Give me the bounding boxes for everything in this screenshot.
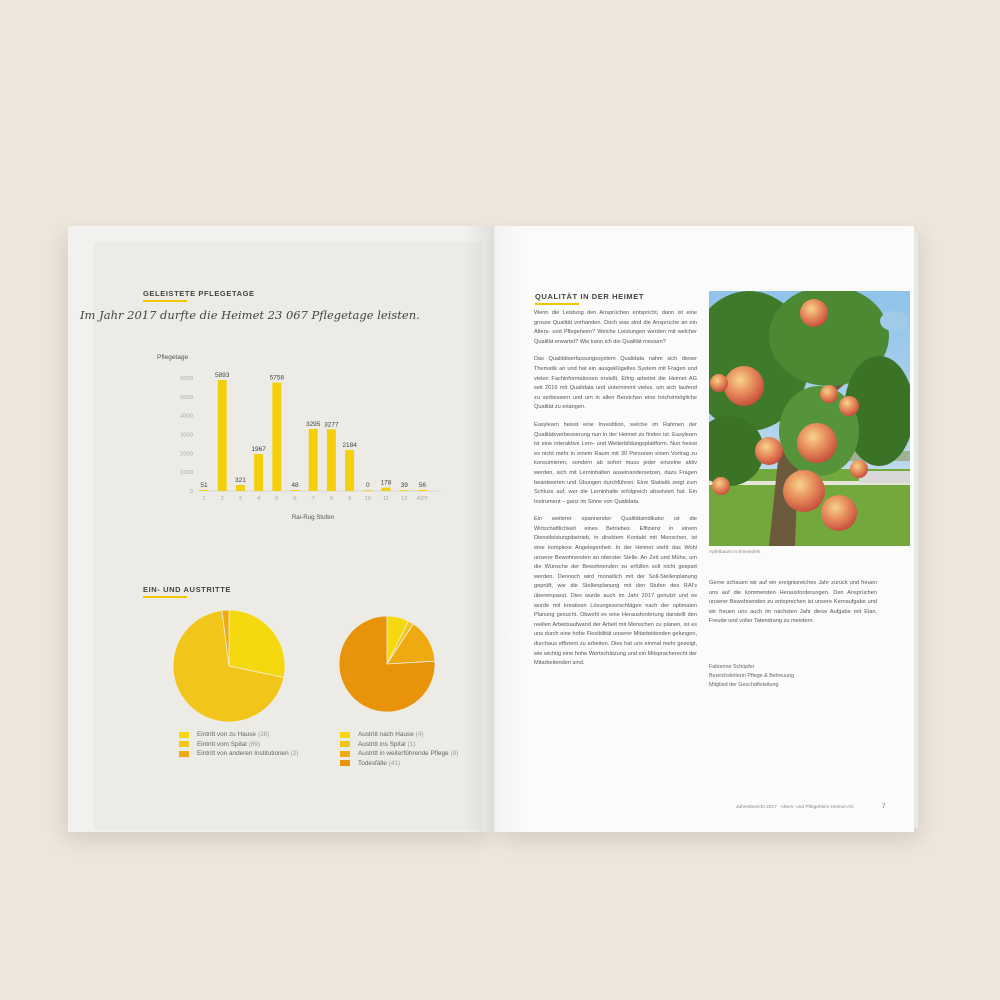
y-tick-label: 1000	[180, 470, 193, 477]
paragraph: Das Qualitätserfassungssystem Qualidata nahm sich dieser Thematik an und hat ein ausgeklügeltes System mit Fragen und vielen Fachinformationen erstellt. Eifrig arbeitet die Heimet AG seit 2016 mit Qualidata und unternimmt vieles, um sich laufend zu verbessern und um in allen Bereichen eine höchstmögliche Qualität zu erlangen.	[534, 356, 697, 411]
bar-value-label: 51	[200, 482, 208, 490]
legend-item	[340, 740, 458, 750]
bar-value-label: 5893	[214, 372, 230, 380]
legend-label: Todesfälle	[358, 759, 387, 767]
bar-value-label: 3295	[305, 420, 321, 428]
legend-item	[179, 749, 298, 759]
x-tick-label: 7	[311, 496, 315, 502]
pie-slice	[229, 610, 285, 677]
legend-item	[179, 740, 298, 750]
legend-swatch	[179, 741, 189, 747]
x-axis-label: Rai-Rug Stufen	[291, 514, 335, 521]
paragraph: Wenn die Leistung den Ansprüchen entspricht, dann ist eine grosse Qualität vorhanden. Doch was sind die Ansprüche an ein Alters- und Pflegeheim? Welche Leistungen werden mit welcher Qualität erwartet? Wie kann ich die Qualität messen?	[534, 310, 697, 345]
bar	[418, 490, 427, 491]
x-tick-label: 10	[364, 496, 372, 502]
x-tick-label: 6	[293, 496, 297, 502]
page-number: 7	[882, 804, 886, 810]
legend-label: Austritt in weiterführende Pflege	[358, 750, 449, 758]
bar-value-label: 5758	[269, 374, 285, 382]
legend-exits	[340, 730, 458, 768]
bar	[309, 429, 318, 491]
bar	[382, 488, 391, 491]
section-heading-care-days: GELEISTETE PFLEGETAGE	[143, 289, 255, 298]
bar-value-label: 321	[234, 476, 246, 484]
bar	[272, 383, 281, 491]
legend-count: (1)	[407, 740, 416, 748]
x-tick-label: 3	[238, 496, 243, 502]
bar	[200, 490, 209, 491]
legend-swatch	[340, 741, 350, 747]
legend-swatch	[179, 732, 189, 738]
bar-value-label: 56	[418, 481, 427, 489]
headline: Im Jahr 2017 durfte die Heimet 23 067 Pflegetage leisten.	[80, 308, 420, 322]
page-edge	[918, 238, 921, 822]
y-tick-label: 3000	[180, 432, 193, 439]
signature-role: Bereichsleiterin Pflege & Betreuung	[709, 673, 795, 679]
legend-count: (8)	[450, 750, 459, 758]
bar	[327, 429, 336, 491]
legend-count: (28)	[257, 731, 270, 739]
y-axis-label: Pflegetage	[157, 354, 189, 361]
bar	[363, 490, 372, 491]
legend-swatch	[340, 751, 350, 757]
legend-swatch	[179, 751, 189, 757]
legend-label: Eintritt von anderen Institutionen	[197, 750, 289, 758]
bar-value-label: 2184	[342, 441, 357, 449]
legend-count: (69)	[248, 740, 261, 748]
bar	[400, 490, 409, 491]
x-tick-label: 4	[256, 496, 261, 502]
x-tick-label: 2	[220, 496, 224, 502]
apple-tree-photo	[709, 291, 910, 546]
section-heading-entries-exits: EIN- UND AUSTRITTE	[143, 585, 232, 594]
bar	[345, 450, 354, 491]
legend-swatch	[340, 732, 350, 738]
legend-count: (4)	[415, 731, 424, 739]
section-heading-quality: QUALITÄT IN DER HEIMET	[535, 292, 645, 301]
bar-value-label: 48	[291, 482, 299, 490]
bar-value-label: 0	[365, 482, 370, 490]
photo-caption: Apfelbaum in Einsiedeln	[709, 550, 761, 555]
legend-count: (41)	[388, 759, 401, 767]
bar-value-label: 39	[400, 482, 408, 490]
bar	[254, 454, 263, 491]
running-footer: Jahresbericht 2017 · Alters- und Pflegeheim Heimet AG	[736, 805, 854, 810]
y-tick-label: 0	[189, 489, 193, 495]
x-tick-label: 1	[202, 496, 206, 502]
legend-label: Eintritt von zu Hause	[197, 731, 256, 739]
legend-item	[179, 730, 298, 740]
y-tick-label: 6000	[180, 376, 193, 382]
legend-swatch	[340, 760, 350, 766]
paragraph: Gerne schauen wir auf ein ereignisreiches Jahr zurück und freuen uns auf die kommenden Herausforderungen. Den Ansprüchen unserer Bewohnenden zu entsprechen ist unsere Kernaufgabe und wir freuen uns auch im nächsten Jahr diese Aufgabe mit Elan, Freude und voller Tatendrang zu meistern.	[709, 580, 877, 625]
x-tick-label: 5	[275, 496, 279, 502]
bar	[218, 380, 227, 491]
y-tick-label: 5000	[180, 394, 193, 401]
legend-label: Eintritt vom Spital	[197, 740, 247, 748]
legend-label: Austritt ins Spital	[358, 740, 406, 748]
text-column-2	[709, 579, 877, 635]
legend-count: (2)	[290, 750, 299, 758]
signature-block	[709, 663, 794, 690]
signature-name: Fabienne Schüpfer	[709, 664, 755, 670]
paragraph: Easylearn heisst eine Investition, welche im Rahmen der Qualitätsverbesserung nun in der Heimet zu finden ist. Easylearn ist eine interaktive Lern- und Weiterbildungsplattform. Nun heisst es nicht mehr in einem Raum mit 30 Personen einen Vortrag zu konsumieren, sondern ab sofort muss jeder einzelne aktiv werden, sich mit Lerninhalten auseinandersetzen, dazu Fragen beantworten und Übungen durchführen. Eine Statistik zeigt zum Schluss auf, wer die Lerninhalte erfolgreich absolviert hat. Ein Instrument – ganz im Sinne von Qualidata.	[534, 421, 697, 505]
pie-chart-exits	[332, 609, 442, 719]
paragraph: Ein weiterer spannender Qualitätsindikator ist die Wirtschaftlichkeit eines Betriebes. Effizienz in einem Dienstleistungsbetrieb, in direktem Kontakt mit Menschen, ist eine komplexe Angelegenheit. In der Heimet steht das Wohl unserer Bewohnenden an oberster Stelle. An Zeit und Mühe, um die Wünsche der Bewohnenden zu erfüllen soll nicht gespart werden. Dennoch wird monatlich mit der Soll-Stellenplanung geprüft, wie die Stellenplanung mit den Stufen des RAI's übereinpasst. Dies wurde auch im Jahr 2017 genutzt und es wurde mit kreativen Lösungsvorschlägen nach der optimalen Planung gesucht. Obwohl es eine Herausforderung darstellt den reellen Arbeitsaufwand der Arbeit mit Menschen zu planen, ist es uns durch eine hohe Flexibilität unserer Mitarbeitenden gelungen, durchaus effizient zu arbeiten. Dies hat uns einmal mehr gezeigt, wie wichtig eine hohe Wertschätzung und ein Mitspracherecht der Mitarbeitenden sind.	[534, 516, 697, 667]
legend-item	[340, 730, 458, 740]
bar-value-label: 3277	[324, 421, 339, 429]
y-tick-label: 4000	[180, 413, 193, 420]
legend-item	[340, 759, 458, 769]
x-tick-label: ADT	[416, 496, 429, 502]
x-tick-label: 8	[329, 496, 334, 502]
signature-board: Mitglied der Geschäftsleitung	[709, 682, 779, 688]
bar-chart	[140, 345, 460, 545]
legend-entries	[179, 730, 298, 759]
legend-item	[340, 749, 458, 759]
bar-value-label: 1967	[251, 445, 266, 453]
x-tick-label: 9	[347, 496, 352, 502]
x-tick-label: 12	[400, 496, 408, 502]
legend-label: Austritt nach Hause	[358, 731, 414, 739]
bar	[291, 490, 300, 491]
bar	[236, 485, 245, 491]
pie-chart-entries	[170, 606, 290, 726]
y-tick-label: 2000	[180, 451, 193, 458]
text-column-1	[534, 309, 697, 677]
x-tick-label: 11	[382, 496, 390, 502]
bar-value-label: 178	[380, 479, 392, 487]
